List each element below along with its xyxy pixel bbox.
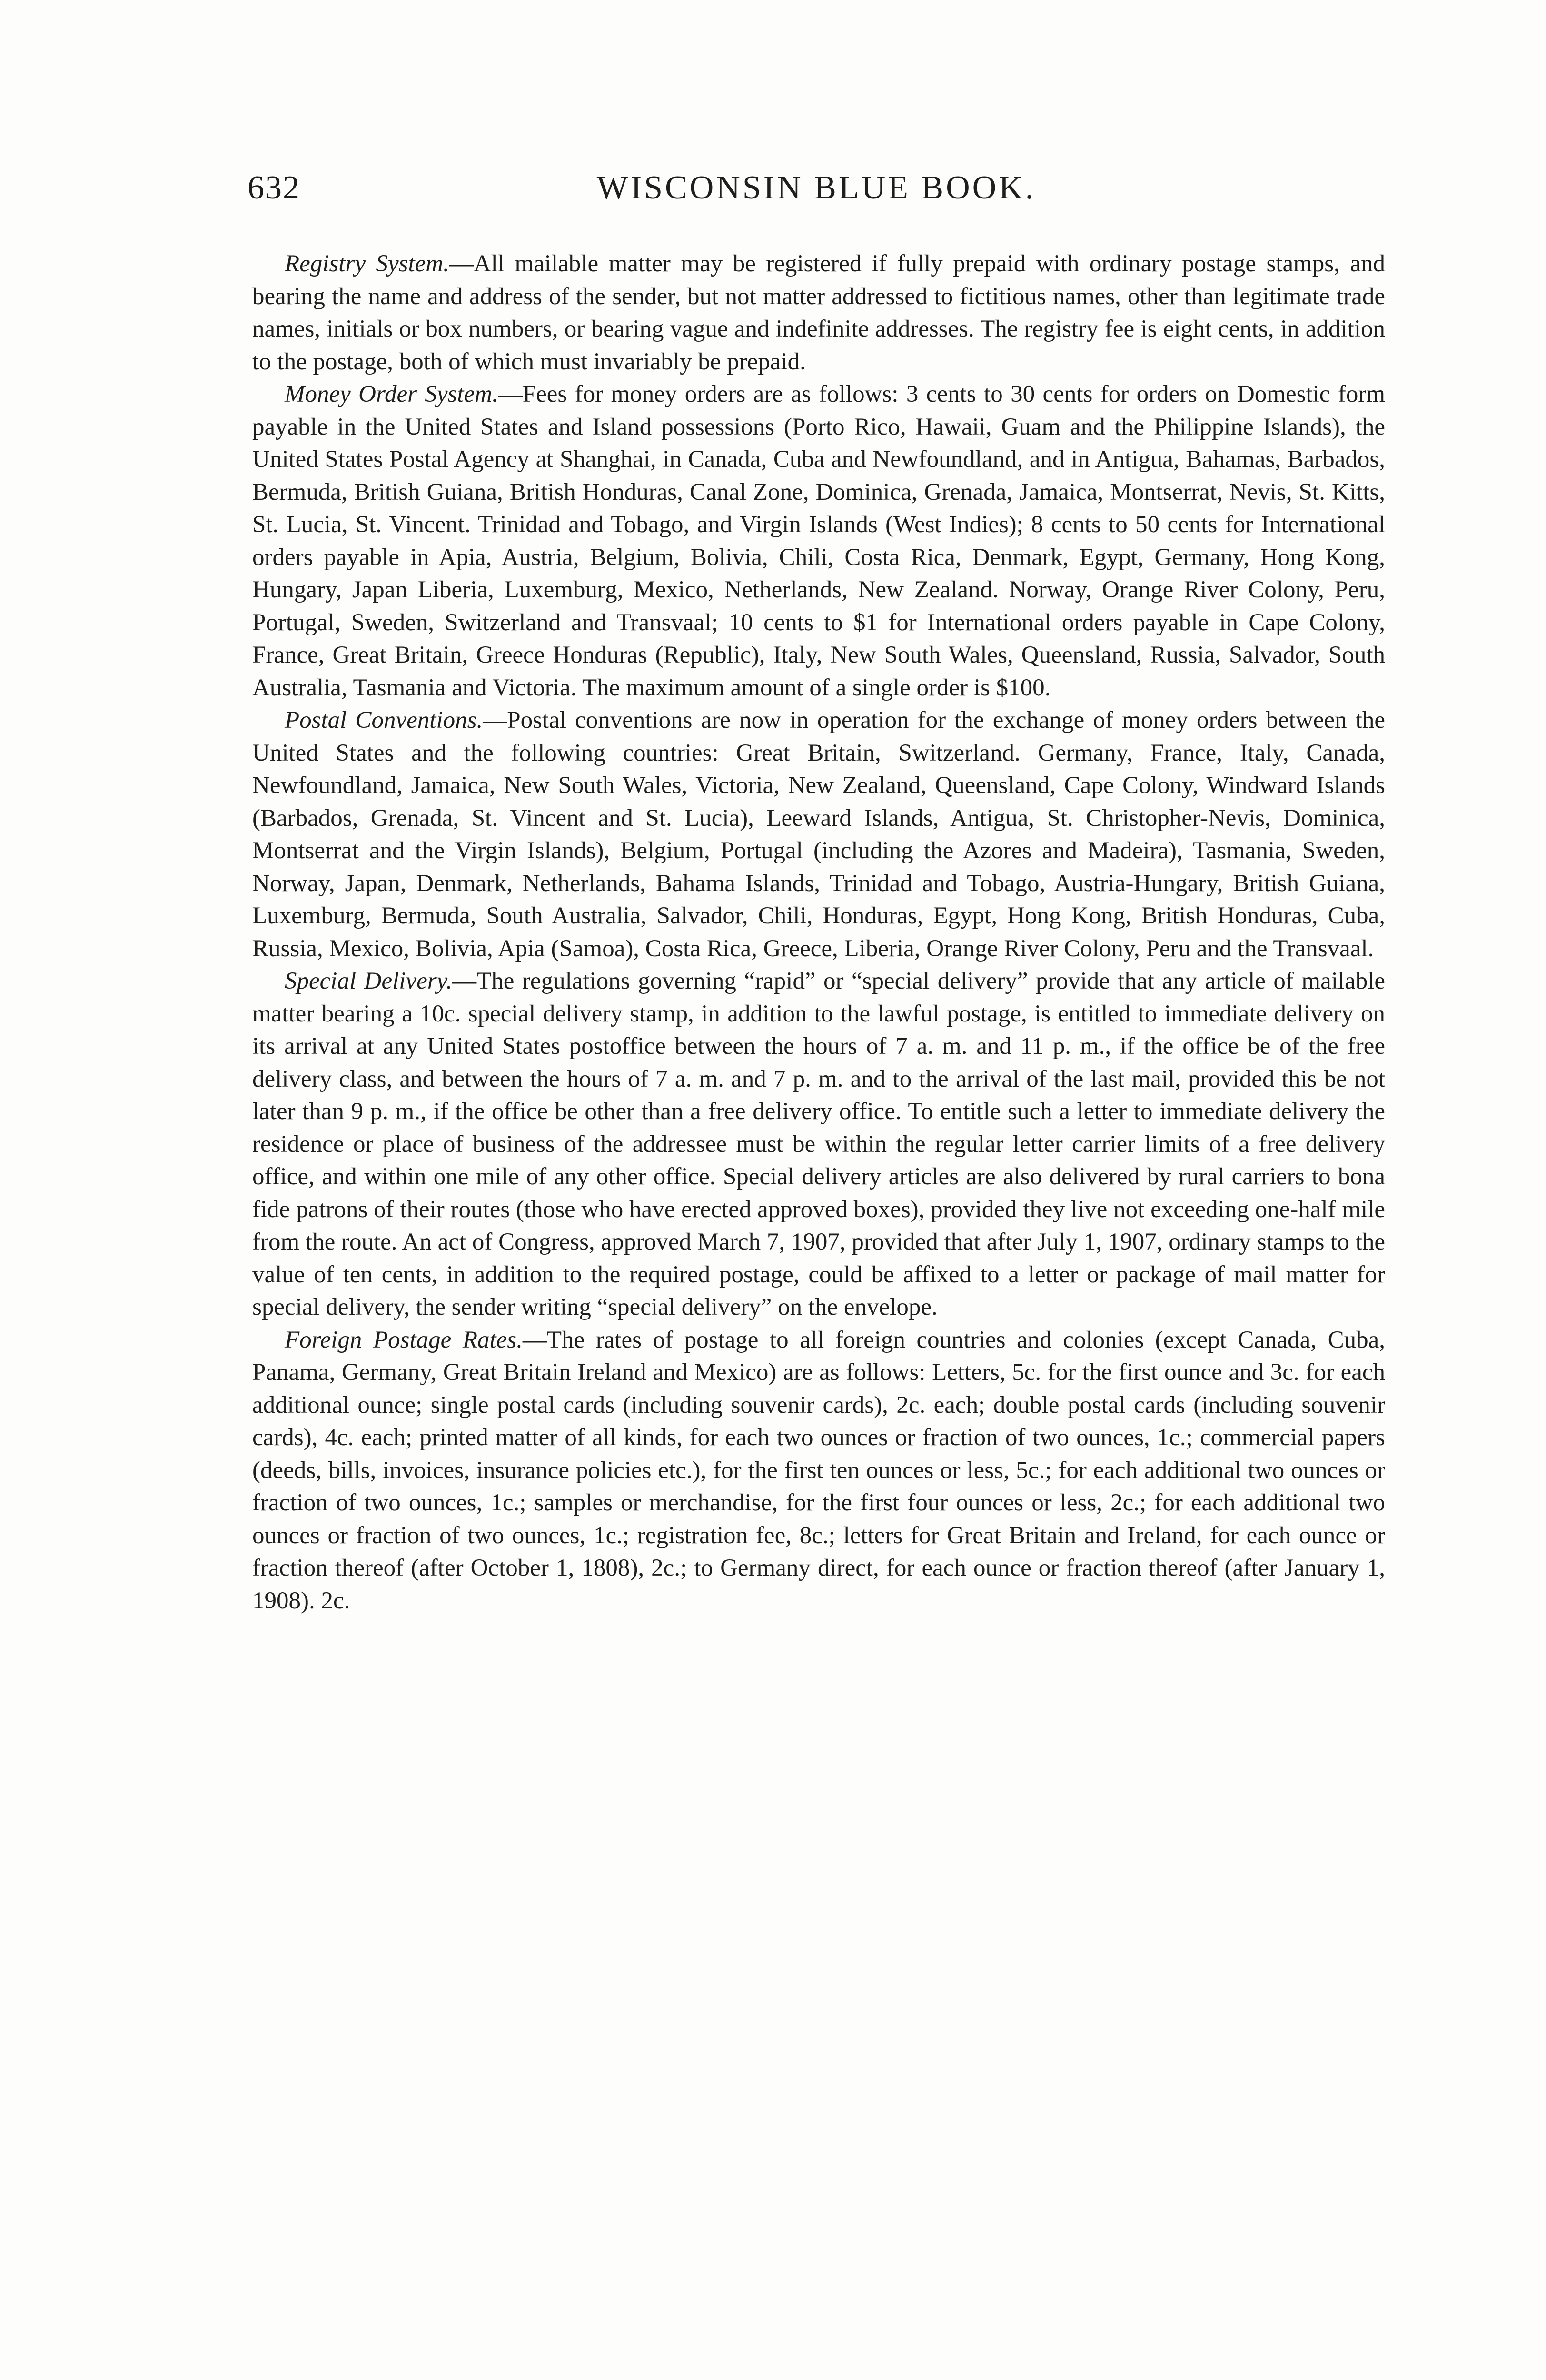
paragraph-special-delivery: [252, 965, 1385, 1324]
paragraph-text: —Postal conventions are now in operation for the exchange of money orders between the United States and the following countries: Great Britain, Switzerland. Germany, France, Italy, Canada, Newfoundland, Jamaica, New South Wales, Victoria, New Zealand, Queensland, Cape Colony, Windward Islands (Barbados, Grenada, St. Vincent and St. Lucia), Leeward Islands, Antigua, St. Christopher-Nevis, Dominica, Montserrat and the Virgin Islands), Belgium, Portugal (including the Azores and Madeira), Tasmania, Sweden, Norway, Japan, Denmark, Netherlands, Bahama Islands, Trinidad and Tobago, Austria-Hungary, British Guiana, Luxemburg, Bermuda, South Australia, Salvador, Chili, Honduras, Egypt, Hong Kong, British Honduras, Cuba, Russia, Mexico, Bolivia, Apia (Samoa), Costa Rica, Greece, Liberia, Orange River Colony, Peru and the Transvaal.: [252, 707, 1385, 962]
running-title: WISCONSIN BLUE BOOK.: [596, 169, 1036, 206]
paragraph-text: —All mailable matter may be registered if fully prepaid with ordinary postage stamps, and bearing the name and address of the sender, but not matter addressed to fictitious names, other than legitimate trade names, initials or box numbers, or bearing vague and indefinite addresses. The registry fee is eight cents, in addition to the postage, both of which must invariably be prepaid.: [252, 250, 1385, 375]
body-text: [252, 248, 1385, 1617]
paragraph-registry-system: [252, 248, 1385, 378]
paragraph-heading: Postal Conventions.: [285, 707, 483, 734]
running-header: [248, 167, 1385, 209]
paragraph-text: —The regulations governing “rapid” or “special delivery” provide that any article of mailable matter bearing a 10c. special delivery stamp, in addition to the lawful postage, is entitled to immediate delivery on its arrival at any United States postoffice between the hours of 7 a. m. and 11 p. m., if the office be of the free delivery class, and between the hours of 7 a. m. and 7 p. m. and to the arrival of the last mail, provided this be not later than 9 p. m., if the office be other than a free delivery office. To entitle such a letter to immediate delivery the residence or place of business of the addressee must be within the regular letter carrier limits of a free delivery office, and within one mile of any other office. Special delivery articles are also delivered by rural carriers to bona fide patrons of their routes (those who have erected approved boxes), provided they live not exceeding one-half mile from the route. An act of Congress, approved March 7, 1907, provided that after July 1, 1907, ordinary stamps to the value of ten cents, in addition to the required postage, could be affixed to a letter or package of mail matter for special delivery, the sender writing “special delivery” on the envelope.: [252, 968, 1385, 1320]
paragraph-heading: Special Delivery.: [285, 968, 453, 994]
page-number: 632: [248, 169, 300, 206]
paragraph-foreign-postage-rates: [252, 1324, 1385, 1617]
paragraph-money-order-system: [252, 378, 1385, 704]
paragraph-text: —Fees for money orders are as follows: 3 cents to 30 cents for orders on Domestic form payable in the United States and Island possessions (Porto Rico, Hawaii, Guam and the Philippine Islands), the United States Postal Agency at Shanghai, in Canada, Cuba and Newfoundland, and in Antigua, Bahamas, Barbados, Bermuda, British Guiana, British Honduras, Canal Zone, Dominica, Grenada, Jamaica, Montserrat, Nevis, St. Kitts, St. Lucia, St. Vincent. Trinidad and Tobago, and Virgin Islands (West Indies); 8 cents to 50 cents for International orders payable in Apia, Austria, Belgium, Bolivia, Chili, Costa Rica, Denmark, Egypt, Germany, Hong Kong, Hungary, Japan Liberia, Luxemburg, Mexico, Netherlands, New Zealand. Norway, Orange River Colony, Peru, Portugal, Sweden, Switzerland and Transvaal; 10 cents to $1 for International orders payable in Cape Colony, France, Great Britain, Greece Honduras (Republic), Italy, New South Wales, Queensland, Russia, Salvador, South Australia, Tasmania and Victoria. The maximum amount of a single order is $100.: [252, 381, 1386, 701]
paragraph-heading: Money Order System.: [285, 381, 498, 407]
paragraph-postal-conventions: [252, 704, 1385, 965]
paragraph-heading: Registry System.: [285, 250, 449, 277]
paragraph-text: —The rates of postage to all foreign countries and colonies (except Canada, Cuba, Panama, Germany, Great Britain Ireland and Mexico) are as follows: Letters, 5c. for the first ounce and 3c. for each additional ounce; single postal cards (including souvenir cards), 2c. each; double postal cards (including souvenir cards), 4c. each; printed matter of all kinds, for each two ounces or fraction of two ounces, 1c.; commercial papers (deeds, bills, invoices, insurance policies etc.), for the first ten ounces or less, 5c.; for each additional two ounces or fraction of two ounces, 1c.; samples or merchandise, for the first four ounces or less, 2c.; for each additional two ounces or fraction of two ounces, 1c.; registration fee, 8c.; letters for Great Britain and Ireland, for each ounce or fraction thereof (after October 1, 1808), 2c.; to Germany direct, for each ounce or fraction thereof (after January 1, 1908). 2c.: [252, 1326, 1385, 1614]
paragraph-heading: Foreign Postage Rates.: [285, 1326, 523, 1353]
